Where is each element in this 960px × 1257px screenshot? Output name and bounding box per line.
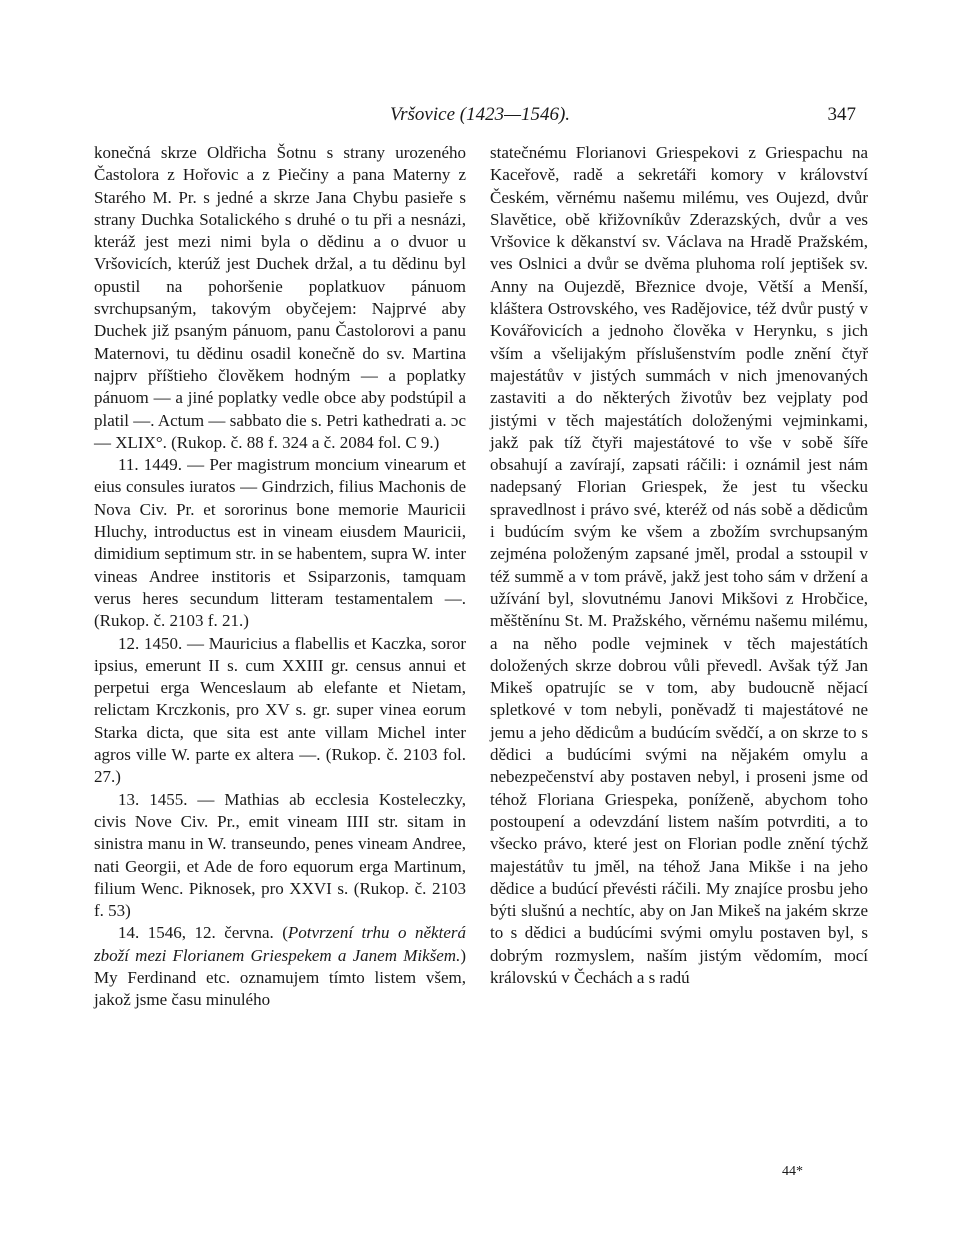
entry-14-end: ) My Ferdinand etc. oznamujem tímto listem všem, jakož jsme času minulého	[94, 945, 466, 1010]
entry-12: 12. 1450. — Mauricius a flabellis et Kaczka, soror ipsius, emerunt II s. cum XXIII gr. census annui et perpetui erga Wenceslaum ab elefante et Nietam, relictam Krczkonis, pro XV s. gr. super vinea eorum Starka dicta, que sita est ante villam Michel inter agros ville W. parte ex altera —. (Rukop. č. 2103 fol. 27.)	[94, 633, 466, 787]
signature-mark: 44*	[782, 1164, 803, 1179]
entry-14	[94, 922, 466, 1011]
running-head	[0, 100, 960, 130]
entry-14-italic-summary: Potvrzení trhu o některá zboží mezi Florianem Griespekem a Janem Mikšem.	[94, 923, 466, 965]
entry-14-start: 14. 1546, 12. června. (	[118, 923, 288, 943]
page-number: 347	[827, 104, 856, 125]
entry-13: 13. 1455. — Mathias ab ecclesia Kosteleczky, civis Nove Civ. Pr., emit vineam IIII str. sitam in sinistra manu in W. transeundo, penes vineam Andree, nati Georgii, et Ade de foro equorum erga Martinum, filium Wenc. Piknosek, pro XXVI s. (Rukop. č. 2103 f. 53)	[94, 789, 466, 921]
paragraph-continuation: konečná skrze Oldřicha Šotnu s strany urozeného Častolora z Hořovic a z Piečiny a pana Materny z Starého M. Pr. s jedné a skrze Jana Chybu pasieře s strany Duchka Sotalického s druhé o tu při a nesnázi, kteráž jest mezi nimi byla o dědinu a o dvuor u Vršovicích, kterúž jest Duchek držal, a tu dědinu byl opustil na pohoršenie poplatkuov pánuom svrchupsaným, takovým obyčejem: Najprvé aby Duchek již psaným pánuom, panu Častolorovi a panu Maternovi, tu dědinu osadil konečně do sv. Martina najprv příštieho člověkem hodným — a poplatky pánuom — a jiné poplatky vedle obce aby podstúpil a platil —. Actum — sabbato die s. Petri kathedrati a. ɔc — XLIX°. (Rukop. č. 88 f. 324 a č. 2084 fol. C 9.)	[94, 143, 466, 452]
running-title: Vršovice (1423—1546).	[389, 104, 571, 125]
right-column	[490, 142, 868, 989]
paragraph-charter-text: statečnému Florianovi Griespekovi z Griespachu na Kaceřově, radě a sekretáři komory v království Českém, věrnému našemu milému, ves Oujezd, dvůr Slavětice, obě křižovníkův Zderazských, dvůr a ves Vršovice k děkanství sv. Václava na Hradě Pražském, ves Oslnici a dvůr se dvěma pluhoma rolí jeptišek sv. Anny na Oujezdě, Březnice dvoje, Větší a Menší, kláštera Ostrovského, ves Radějovice, též dvůr pustý v Kovářovicích a jednoho člověka v Herynku, s jich vším a všelijakým příslušenstvím podle znění čtyř majestátův v jistých summách v nich jmenovaných zastaviti a do některých životův bez vejplaty pod jistými v těch majestátích doloženými vejminkami, jakž pak tíž čtyři majestátové to vše v sobě šíře obsahují a zavírají, zapsati ráčili: i oznámil jest nám nadepsaný Florian Griespek, že jest tu všecku spravedlnost i právo své, kteréž od nás sobě a dědicům i budúcím svým ke všem a zbožím svrchupsaným zejména položeným zapsané jměl, prodal a sstoupil v též summě a v tom právě, jakž jest toho sám v držení a užívání byl, slovutnému Janovi Mikšovi z Hrobčice, měštěnínu St. M. Pražského, věrnému našemu milému, a na něho podle vejminek v těch majestátích doložených skrze dobrou vůli převedl. Avšak týž Jan Mikeš opatrujíc se v tom, aby budoucně nějací spletkové v tom nebyli, poněvadž ti majestátové ne jemu a jeho dědicům a budúcím svědčí, a on skrze to s dědici a budúcími svými na nějakém omylu a nebezpečenství aby postaven nebyl, i proseni jsme od téhož Floriana Griespeka, poníženě, abychom toho postoupení a odevzdání listem naším potvrditi, a to všecko právo, které jest on Florian podle znění týchž majestátův tu jměl, na téhož Jana Mikše i na jeho dědice a budúcí převésti ráčili. My znajíce prosbu jeho býti slušnú a nechtíc, aby on Jan Mikeš na jakém skrze to s dědici a budúcími svými omylu postaven byl, s dobrým rozmyslem, naším jistým vědomím, mocí královskú v Čechách a s radú	[490, 143, 868, 987]
left-column	[94, 142, 466, 1012]
entry-11: 11. 1449. — Per magistrum moncium vinearum et eius consules iuratos — Gindrzich, filius Machonis de Nova Civ. Pr. et sororinus bone memorie Mauricii Hluchy, introductus est in vineam eiusdem Mauricii, dimidium septimum str. in se habentem, supra W. inter vineas Andree institoris et Ssiparzonis, tamquam verus heres secundum litteram testamentalem —. (Rukop. č. 2103 f. 21.)	[94, 455, 466, 631]
